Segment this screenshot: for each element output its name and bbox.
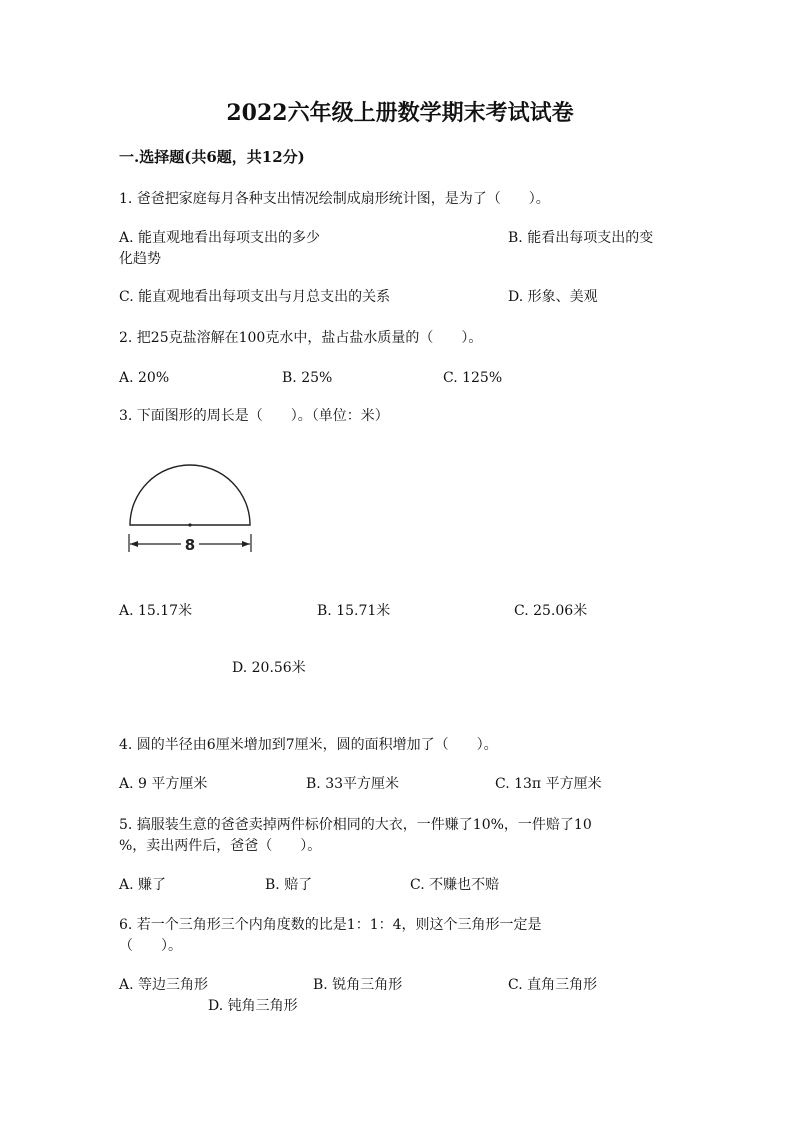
question-3-option-d: D. 20.56米 [232, 660, 306, 676]
question-6-option-a: A. 等边三角形 [119, 977, 209, 993]
question-1-option-b: B. 能看出每项支出的变 [508, 230, 654, 246]
semicircle-outline [130, 465, 250, 525]
question-2-option-b: B. 25% [282, 370, 333, 386]
question-3-stem: 3. 下面图形的周长是（ ）。（单位：米） [119, 408, 389, 424]
question-3-option-c: C. 25.06米 [514, 603, 588, 619]
question-4-option-b: B. 33平方厘米 [306, 776, 400, 792]
question-1-option-c: C. 能直观地看出每项支出与月总支出的关系 [119, 289, 391, 305]
question-4-option-a: A. 9 平方厘米 [119, 776, 208, 792]
section-heading: 一.选择题(共6题，共12分) [119, 148, 305, 166]
question-4-stem: 4. 圆的半径由6厘米增加到7厘米，圆的面积增加了（ ）。 [119, 737, 498, 753]
question-5-stem-line-2: %，卖出两件后，爸爸（ ）。 [119, 838, 322, 854]
question-1-option-b-continued: 化趋势 [119, 251, 161, 267]
semicircle-figure [120, 455, 260, 560]
question-5-option-a: A. 赚了 [119, 877, 167, 893]
diameter-label: 8 [184, 536, 196, 554]
question-1-option-a: A. 能直观地看出每项支出的多少 [119, 230, 321, 246]
question-1-option-d: D. 形象、美观 [508, 289, 598, 305]
question-6-option-b: B. 锐角三角形 [313, 977, 403, 993]
question-3-option-b: B. 15.71米 [317, 603, 391, 619]
question-6-stem-line-1: 6. 若一个三角形三个内角度数的比是1：1：4，则这个三角形一定是 [119, 917, 542, 933]
question-2-option-c: C. 125% [443, 370, 503, 386]
exam-title: 2022六年级上册数学期末考试试卷 [226, 100, 574, 126]
arrowhead-right [242, 541, 250, 547]
question-1-stem: 1. 爸爸把家庭每月各种支出情况绘制成扇形统计图，是为了（ ）。 [119, 191, 550, 207]
question-4-option-c: C. 13π 平方厘米 [495, 776, 602, 792]
question-5-option-c: C. 不赚也不赔 [410, 877, 500, 893]
question-6-stem-line-2: （ ）。 [119, 938, 182, 954]
question-5-stem-line-1: 5. 搞服装生意的爸爸卖掉两件标价相同的大衣，一件赚了10%，一件赔了10 [119, 817, 592, 833]
arrowhead-left [130, 541, 138, 547]
question-6-option-d: D. 钝角三角形 [208, 998, 298, 1014]
center-point [188, 523, 191, 526]
question-2-stem: 2. 把25克盐溶解在100克水中，盐占盐水质量的（ ）。 [119, 330, 483, 346]
question-3-option-a: A. 15.17米 [119, 603, 193, 619]
question-2-option-a: A. 20% [119, 370, 170, 386]
question-5-option-b: B. 赔了 [265, 877, 313, 893]
question-6-option-c: C. 直角三角形 [508, 977, 598, 993]
